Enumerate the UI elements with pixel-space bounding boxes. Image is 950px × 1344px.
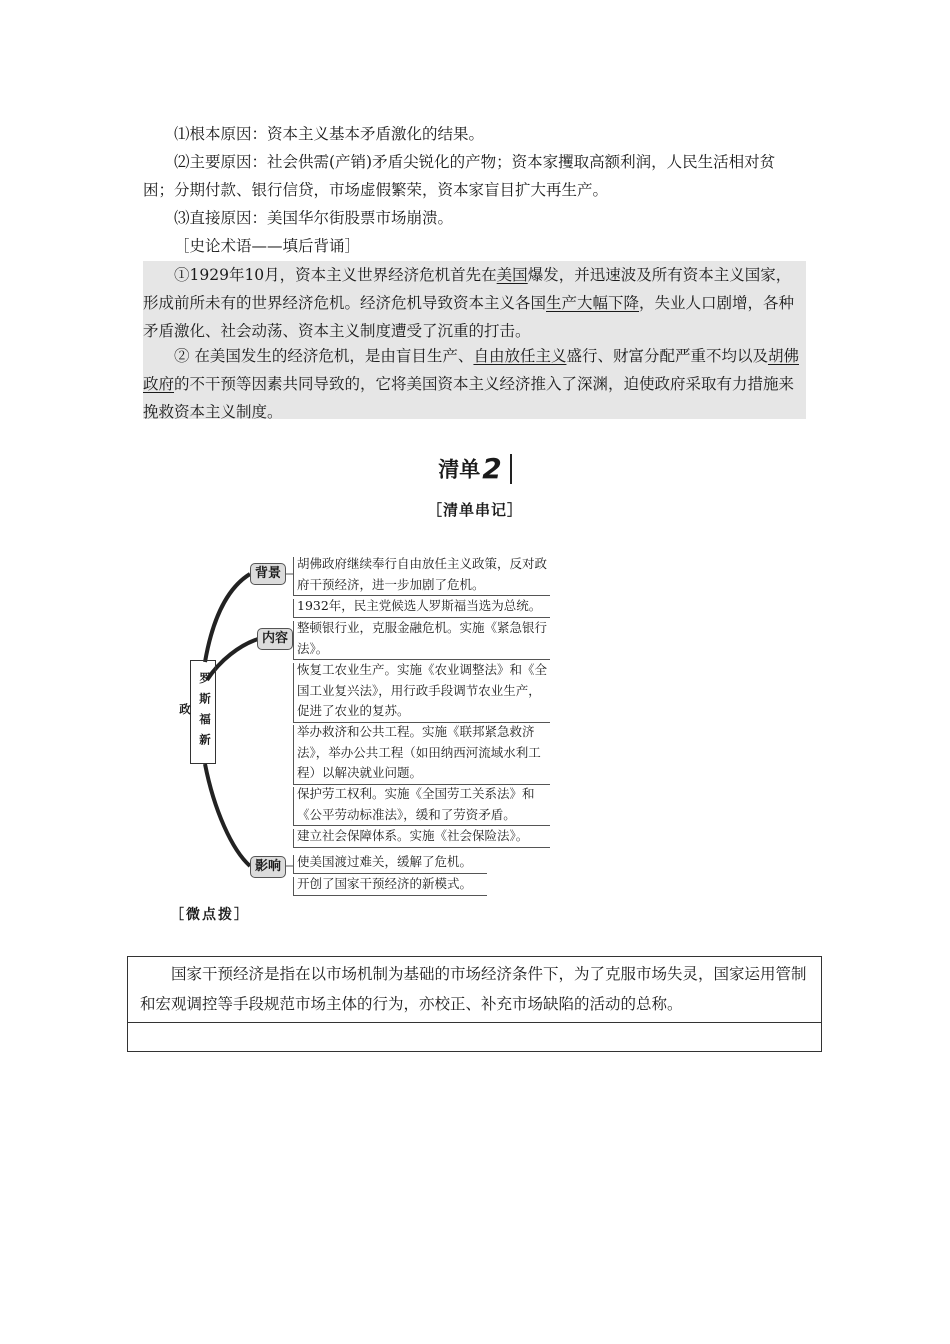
tip-text: 国家干预经济是指在以市场机制为基础的市场经济条件下，为了克服市场失灵，国家运用管制和宏观调控等手段规范市场主体的行为，亦校正、补充市场缺陷的活动的总称。 <box>128 957 821 1023</box>
section-number: 2 <box>482 452 502 485</box>
terms-title: ［史论术语——填后背诵］ <box>174 237 361 255</box>
content-item: 恢复工农业生产。实施《农业调整法》和《全国工业复兴法》，用行政手段调节农业生产，促进了农业的复苏。 <box>293 660 550 723</box>
label-content: 内容 <box>257 628 293 650</box>
term-2: ② 在美国发生的经济危机，是由盲目生产、自由放任主义盛行、财富分配严重不均以及胡佛政府的不干预等因素共同导致的，它将美国资本主义经济推入了深渊，迫使政府采取有力措施来挽救资本主义制度。 <box>143 347 799 421</box>
cause-main: ⑵主要原因：社会供需(产销)矛盾尖锐化的产物；资本家攫取高额利润，人民生活相对贫困；分期付款、银行信贷，市场虚假繁荣，资本家盲目扩大再生产。 <box>143 153 776 199</box>
tip-title: ［微点拨］ <box>170 907 250 923</box>
label-impact: 影响 <box>250 856 286 878</box>
term-1-underline-2: 生产大幅下降 <box>546 294 640 312</box>
tip-table <box>127 956 822 1052</box>
mindmap-center: 罗斯福新政 <box>190 660 216 764</box>
connector-impact <box>205 764 250 866</box>
term-1-underline-1: 美国 <box>496 266 528 284</box>
cause-fundamental: ⑴根本原因：资本主义基本矛盾激化的结果。 <box>174 125 485 143</box>
impact-item: 开创了国家干预经济的新模式。 <box>293 874 487 896</box>
content-item: 建立社会保障体系。实施《社会保险法》。 <box>293 826 550 848</box>
section-subtitle: ［清单串记］ <box>426 501 523 519</box>
content-item: 保护劳工权利。实施《全国劳工关系法》和《公平劳动标准法》，缓和了劳资矛盾。 <box>293 784 550 826</box>
section-title: 清单 <box>438 457 481 482</box>
connector-background <box>205 574 250 662</box>
term-2-underline-1: 自由放任主义 <box>473 347 567 365</box>
cause-direct: ⑶直接原因：美国华尔街股票市场崩溃。 <box>174 209 454 227</box>
term-1: ①1929年10月，资本主义世界经济危机首先在美国爆发，并迅速波及所有资本主义国家，形成前所未有的世界经济危机。经济危机导致资本主义各国生产大幅下降，失业人口剧增，各种矛盾激化、社会动荡、资本主义制度遭受了沉重的打击。 <box>143 266 795 340</box>
label-background: 背景 <box>250 563 286 585</box>
term-2-underline-2: 胡佛政府 <box>143 347 799 393</box>
background-item: 胡佛政府继续奉行自由放任主义政策，反对政府干预经济，进一步加剧了危机。 <box>293 554 550 596</box>
content-item: 整顿银行业，克服金融危机。实施《紧急银行法》。 <box>293 618 550 660</box>
impact-item: 使美国渡过难关，缓解了危机。 <box>293 852 487 874</box>
background-item: 1932年，民主党候选人罗斯福当选为总统。 <box>293 596 550 618</box>
content-item: 举办救济和公共工程。实施《联邦紧急救济法》，举办公共工程（如田纳西河流域水利工程）以解决就业问题。 <box>293 722 550 785</box>
